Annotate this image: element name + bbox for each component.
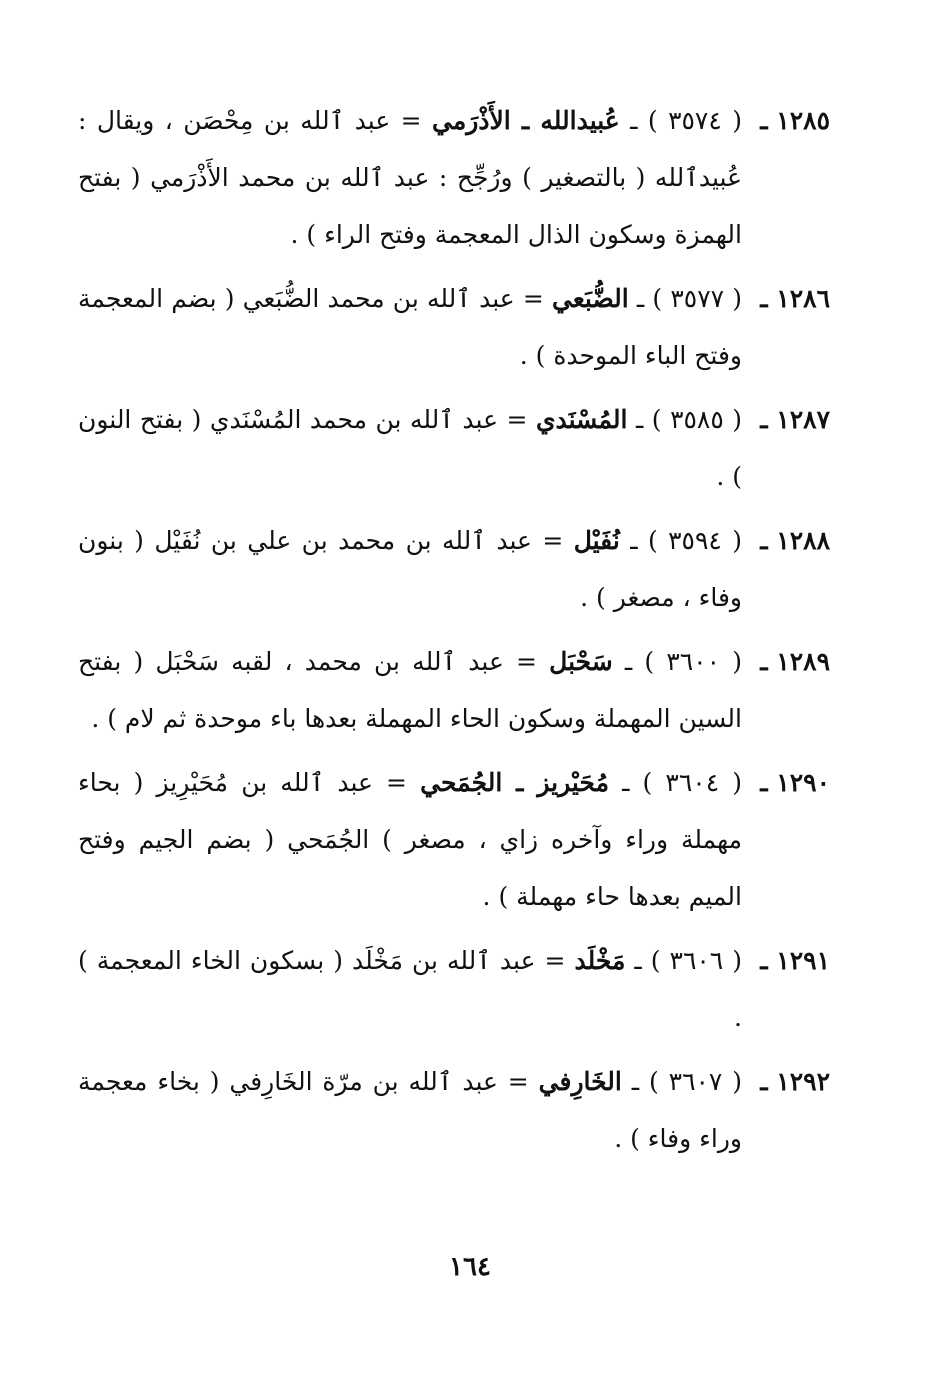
entry-content	[78, 754, 830, 925]
entry-1287	[78, 391, 830, 505]
entry-content	[78, 92, 830, 263]
entry-text: = عبد ٱلله بن محمد المُسْنَدي ( بفتح النون ) .	[78, 405, 742, 491]
entry-number: ١٢٨٨ ـ	[760, 526, 830, 555]
entry-heading: عُبيدالله ـ الأَذْرَمي	[432, 106, 620, 135]
entry-number: ١٢٩١ ـ	[760, 946, 830, 975]
entry-1285	[78, 92, 830, 263]
entry-1290	[78, 754, 830, 925]
entry-ref: ( ٣٥٨٥ ) ـ	[636, 405, 743, 434]
entry-text: = عبد ٱلله بن محمد الضُّبَعي ( بضم المعجمة وفتح الباء الموحدة ) .	[78, 284, 742, 370]
entry-text: = عبد ٱلله بن مِحْصَن ، ويقال : عُبيدٱلله ( بالتصغير ) ورُجِّح : عبد ٱلله بن محمد الأَذْرَمي ( بفتح الهمزة وسكون الذال المعجمة وفتح الراء ) .	[78, 106, 742, 249]
entry-1286	[78, 270, 830, 384]
page-number: ١٦٤	[449, 1252, 491, 1282]
entry-text: = عبد ٱلله بن محمد ، لقبه سَحْبَل ( بفتح السين المهملة وسكون الحاء المهملة بعدها باء موحدة ثم لام ) .	[78, 647, 742, 733]
page-body	[78, 92, 830, 1167]
entry-text: = عبد ٱلله بن مَخْلَد ( بسكون الخاء المعجمة ) .	[78, 946, 742, 1032]
entry-1291	[78, 932, 830, 1046]
entry-content	[78, 633, 830, 747]
entry-content	[78, 391, 830, 505]
entry-text: = عبد ٱلله بن مُحَيْرِيز ( بحاء مهملة وراء وآخره زاي ، مصغر ) الجُمَحي ( بضم الجيم وفتح الميم بعدها حاء مهملة ) .	[78, 768, 742, 911]
entry-heading: نُفَيْل	[573, 526, 620, 555]
entry-ref: ( ٣٦٠٤ ) ـ	[622, 768, 742, 797]
entry-content	[78, 1053, 830, 1167]
entry-ref: ( ٣٥٧٤ ) ـ	[630, 106, 742, 135]
entry-1289	[78, 633, 830, 747]
entry-heading: الضُّبَعي	[552, 284, 629, 313]
entry-heading: مَخْلَد	[574, 946, 626, 975]
entry-1288	[78, 512, 830, 626]
entry-ref: ( ٣٥٧٧ ) ـ	[636, 284, 742, 313]
entry-content	[78, 270, 830, 384]
entry-1292	[78, 1053, 830, 1167]
entry-content	[78, 932, 830, 1046]
entry-text: = عبد ٱلله بن مرّة الخَارِفي ( بخاء معجمة وراء وفاء ) .	[78, 1067, 742, 1153]
entry-content	[78, 512, 830, 626]
entry-ref: ( ٣٦٠٧ ) ـ	[631, 1067, 743, 1096]
entry-number: ١٢٩٢ ـ	[760, 1067, 830, 1096]
entry-heading: الخَارِفي	[538, 1067, 622, 1096]
entry-number: ١٢٨٧ ـ	[760, 405, 830, 434]
entry-heading: سَحْبَل	[549, 647, 613, 676]
entry-ref: ( ٣٥٩٤ ) ـ	[630, 526, 743, 555]
entry-text: = عبد ٱلله بن محمد بن علي بن نُفَيْل ( بنون وفاء ، مصغر ) .	[78, 526, 742, 612]
entry-ref: ( ٣٦٠٠ ) ـ	[624, 647, 742, 676]
entry-number: ١٢٨٩ ـ	[760, 647, 830, 676]
entry-ref: ( ٣٦٠٦ ) ـ	[634, 946, 742, 975]
entry-number: ١٢٨٥ ـ	[760, 106, 830, 135]
entry-heading: المُسْنَدي	[535, 405, 628, 434]
entry-number: ١٢٨٦ ـ	[760, 284, 830, 313]
entry-number: ١٢٩٠ ـ	[760, 768, 830, 797]
entry-heading: مُحَيْريز ـ الجُمَحي	[420, 768, 609, 797]
